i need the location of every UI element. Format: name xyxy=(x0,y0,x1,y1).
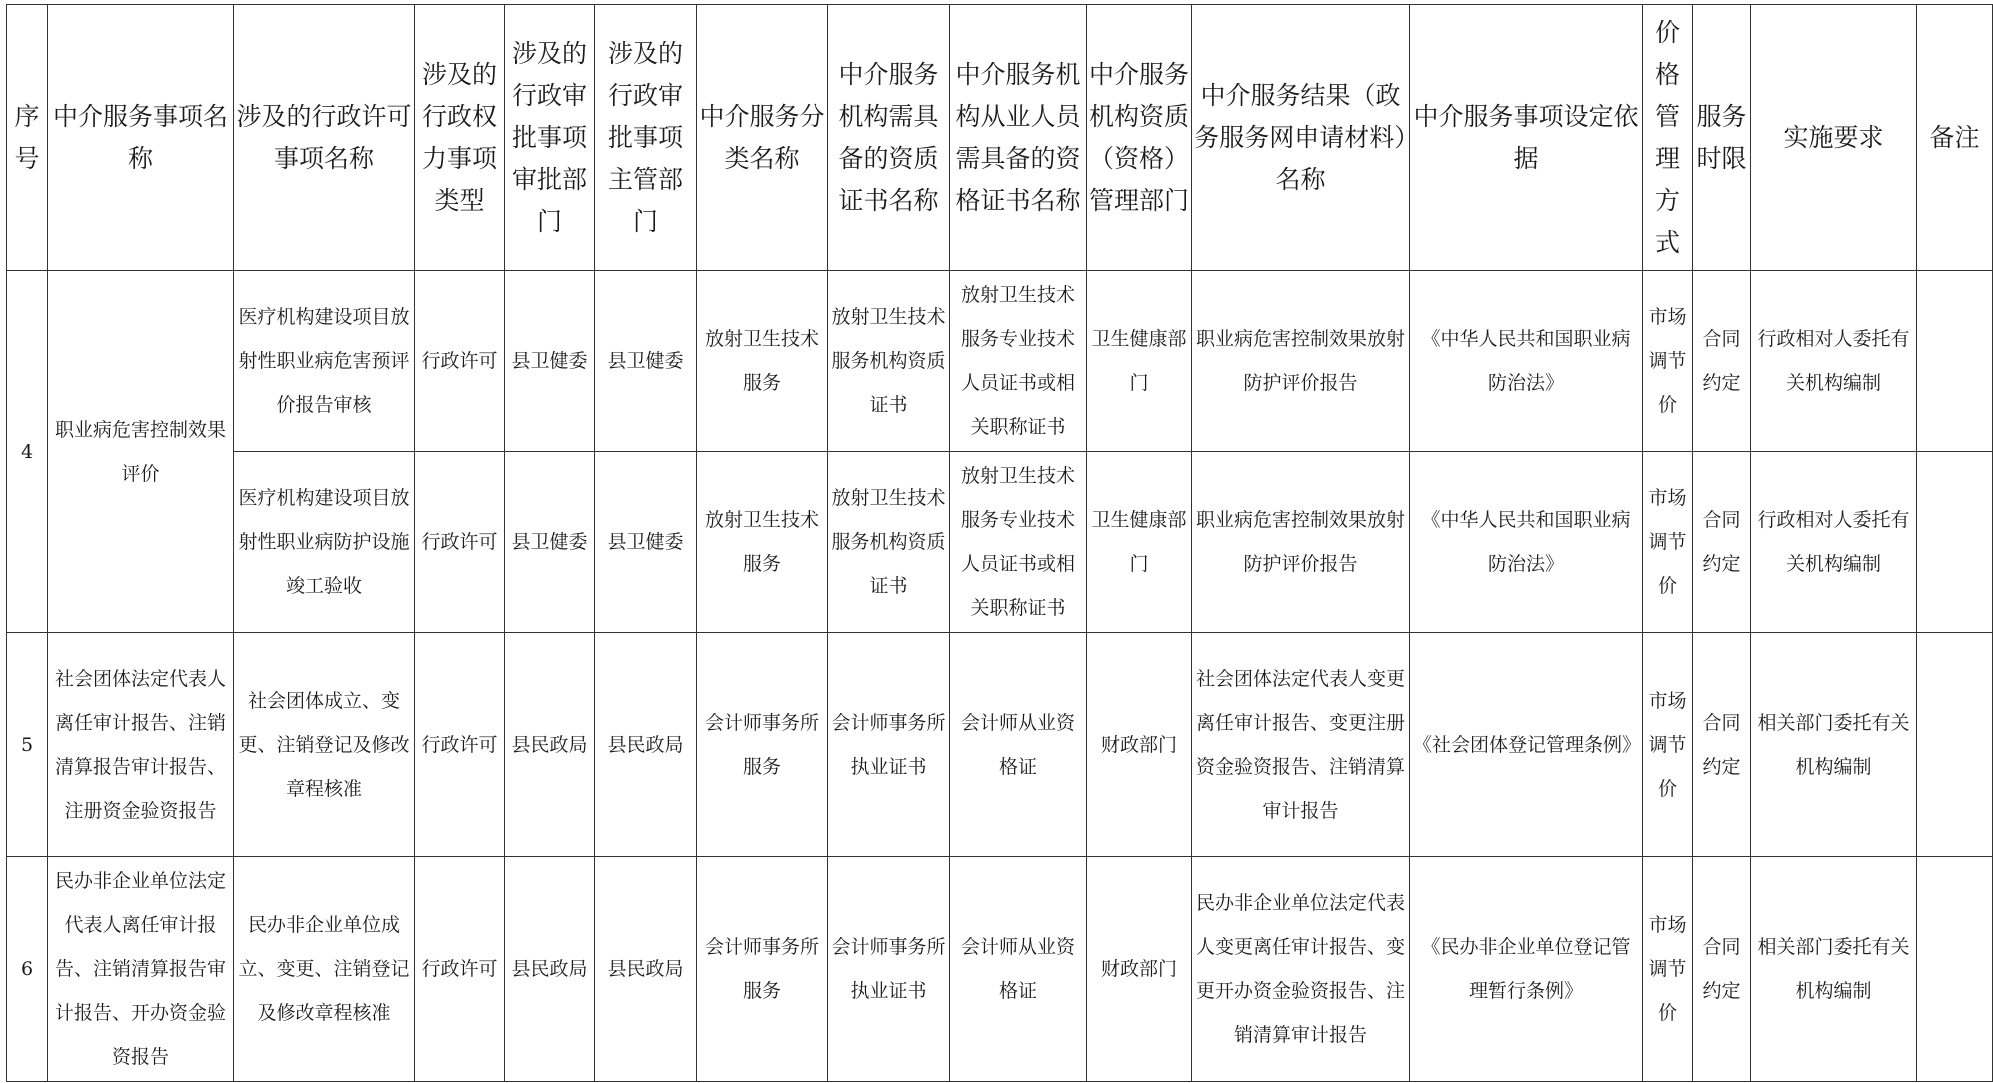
cell-note xyxy=(1917,452,1993,633)
cell-price: 市场调节价 xyxy=(1643,633,1693,857)
cell-requirement: 行政相对人委托有关机构编制 xyxy=(1751,271,1917,452)
cell-service-name: 社会团体法定代表人离任审计报告、注销清算报告审计报告、注册资金验资报告 xyxy=(48,633,234,857)
cell-approval-dept: 县卫健委 xyxy=(505,271,595,452)
cell-staff-cert: 放射卫生技术服务专业技术人员证书或相关职称证书 xyxy=(950,452,1087,633)
header-license: 涉及的行政许可事项名称 xyxy=(234,5,415,271)
cell-category: 放射卫生技术服务 xyxy=(697,271,828,452)
cell-org-cert: 放射卫生技术服务机构资质证书 xyxy=(828,271,950,452)
cell-category: 放射卫生技术服务 xyxy=(697,452,828,633)
cell-basis: 《民办非企业单位登记管理暂行条例》 xyxy=(1410,857,1643,1082)
cell-staff-cert: 会计师从业资格证 xyxy=(950,857,1087,1082)
cell-power-type: 行政许可 xyxy=(415,633,505,857)
cell-approval-dept: 县民政局 xyxy=(505,857,595,1082)
cell-competent-dept: 县卫健委 xyxy=(595,271,697,452)
cell-time: 合同约定 xyxy=(1693,633,1751,857)
header-mgmt-dept: 中介服务机构资质（资格）管理部门 xyxy=(1087,5,1192,271)
cell-competent-dept: 县民政局 xyxy=(595,857,697,1082)
table-row xyxy=(7,271,1993,452)
header-requirement: 实施要求 xyxy=(1751,5,1917,271)
cell-result: 社会团体法定代表人变更离任审计报告、变更注册资金验资报告、注销清算审计报告 xyxy=(1192,633,1410,857)
cell-basis: 《中华人民共和国职业病防治法》 xyxy=(1410,452,1643,633)
header-time: 服务时限 xyxy=(1693,5,1751,271)
table-row xyxy=(7,857,1993,1082)
cell-mgmt-dept: 卫生健康部门 xyxy=(1087,452,1192,633)
header-staff-cert: 中介服务机构从业人员需具备的资格证书名称 xyxy=(950,5,1087,271)
cell-category: 会计师事务所服务 xyxy=(697,633,828,857)
cell-note xyxy=(1917,271,1993,452)
table-row xyxy=(7,633,1993,857)
cell-license: 民办非企业单位成立、变更、注销登记及修改章程核准 xyxy=(234,857,415,1082)
cell-org-cert: 会计师事务所执业证书 xyxy=(828,857,950,1082)
header-row xyxy=(7,5,1993,271)
cell-requirement: 相关部门委托有关机构编制 xyxy=(1751,633,1917,857)
cell-service-name: 职业病危害控制效果评价 xyxy=(48,271,234,633)
cell-seq: 5 xyxy=(7,633,48,857)
cell-seq: 6 xyxy=(7,857,48,1082)
cell-result: 民办非企业单位法定代表人变更离任审计报告、变更开办资金验资报告、注销清算审计报告 xyxy=(1192,857,1410,1082)
header-approval-dept: 涉及的行政审批事项审批部门 xyxy=(505,5,595,271)
cell-competent-dept: 县民政局 xyxy=(595,633,697,857)
cell-license: 社会团体成立、变更、注销登记及修改章程核准 xyxy=(234,633,415,857)
cell-power-type: 行政许可 xyxy=(415,271,505,452)
header-seq: 序号 xyxy=(7,5,48,271)
cell-note xyxy=(1917,857,1993,1082)
cell-mgmt-dept: 财政部门 xyxy=(1087,857,1192,1082)
header-note: 备注 xyxy=(1917,5,1993,271)
cell-result: 职业病危害控制效果放射防护评价报告 xyxy=(1192,452,1410,633)
cell-mgmt-dept: 卫生健康部门 xyxy=(1087,271,1192,452)
cell-staff-cert: 放射卫生技术服务专业技术人员证书或相关职称证书 xyxy=(950,271,1087,452)
header-category: 中介服务分类名称 xyxy=(697,5,828,271)
cell-time: 合同约定 xyxy=(1693,452,1751,633)
cell-staff-cert: 会计师从业资格证 xyxy=(950,633,1087,857)
intermediary-services-table xyxy=(6,4,1993,1082)
cell-mgmt-dept: 财政部门 xyxy=(1087,633,1192,857)
cell-category: 会计师事务所服务 xyxy=(697,857,828,1082)
cell-org-cert: 放射卫生技术服务机构资质证书 xyxy=(828,452,950,633)
cell-org-cert: 会计师事务所执业证书 xyxy=(828,633,950,857)
header-result: 中介服务结果（政务服务网申请材料）名称 xyxy=(1192,5,1410,271)
cell-power-type: 行政许可 xyxy=(415,452,505,633)
cell-license: 医疗机构建设项目放射性职业病防护设施竣工验收 xyxy=(234,452,415,633)
cell-price: 市场调节价 xyxy=(1643,271,1693,452)
cell-seq: 4 xyxy=(7,271,48,633)
header-org-cert: 中介服务机构需具备的资质证书名称 xyxy=(828,5,950,271)
table-row xyxy=(7,452,1993,633)
header-power-type: 涉及的行政权力事项类型 xyxy=(415,5,505,271)
header-service-name: 中介服务事项名称 xyxy=(48,5,234,271)
cell-price: 市场调节价 xyxy=(1643,452,1693,633)
cell-note xyxy=(1917,633,1993,857)
cell-requirement: 行政相对人委托有关机构编制 xyxy=(1751,452,1917,633)
header-competent-dept: 涉及的行政审批事项主管部门 xyxy=(595,5,697,271)
cell-price: 市场调节价 xyxy=(1643,857,1693,1082)
header-basis: 中介服务事项设定依据 xyxy=(1410,5,1643,271)
cell-service-name: 民办非企业单位法定代表人离任审计报告、注销清算报告审计报告、开办资金验资报告 xyxy=(48,857,234,1082)
cell-license: 医疗机构建设项目放射性职业病危害预评价报告审核 xyxy=(234,271,415,452)
cell-basis: 《社会团体登记管理条例》 xyxy=(1410,633,1643,857)
cell-result: 职业病危害控制效果放射防护评价报告 xyxy=(1192,271,1410,452)
cell-requirement: 相关部门委托有关机构编制 xyxy=(1751,857,1917,1082)
cell-time: 合同约定 xyxy=(1693,857,1751,1082)
cell-basis: 《中华人民共和国职业病防治法》 xyxy=(1410,271,1643,452)
header-price: 价格管理方式 xyxy=(1643,5,1693,271)
cell-power-type: 行政许可 xyxy=(415,857,505,1082)
cell-approval-dept: 县民政局 xyxy=(505,633,595,857)
cell-time: 合同约定 xyxy=(1693,271,1751,452)
cell-competent-dept: 县卫健委 xyxy=(595,452,697,633)
cell-approval-dept: 县卫健委 xyxy=(505,452,595,633)
